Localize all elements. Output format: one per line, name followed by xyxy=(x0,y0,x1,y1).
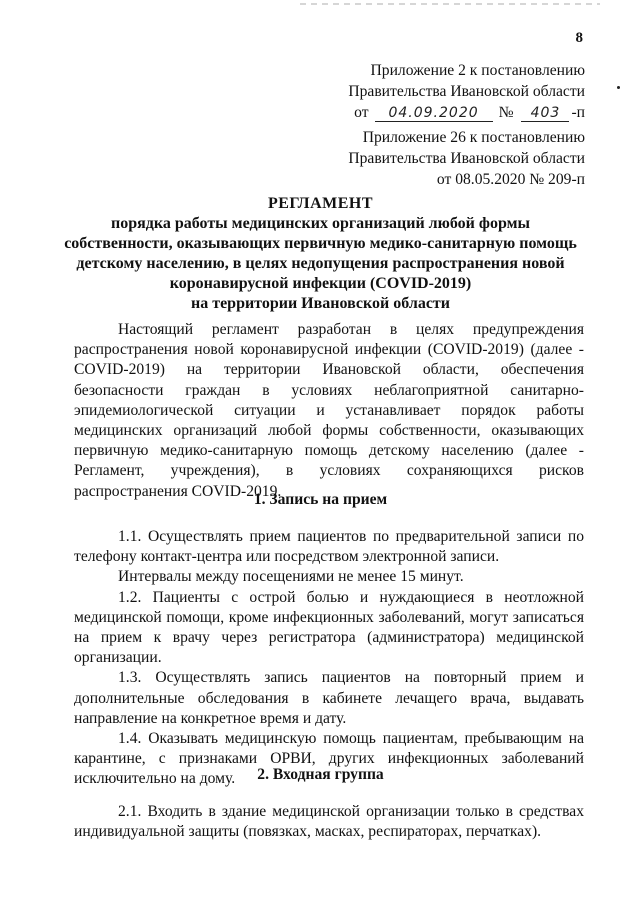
appendix-original-line2: Правительства Ивановской области xyxy=(348,150,585,167)
title-line: коронавирусной инфекции (COVID-2019) xyxy=(169,275,472,292)
intro-paragraph: Настоящий регламент разработан в целях предупреждения распространения новой коронавирусной инфекции (COVID-2019) (далее - COVID-2019) на территории Ивановской области, обеспечения безопасности граждан в условиях неблагоприятной санитарно-эпидемиологической ситуации и устанавливает порядок работы медицинских организаций любой формы собственности, оказывающих первичную медико-санитарную помощь детскому населению (далее - Регламент, учреждения), в условиях сохраняющихся рисков распространения COVID-2019. xyxy=(74,321,584,500)
handwritten-number: 403 xyxy=(521,105,569,122)
paragraph-1-3: 1.3. Осуществлять запись пациентов на повторный прием и дополнительные обследования в кабинете лечащего врача, выдавать направление на конкретное время и дату. xyxy=(74,669,584,727)
paragraph-1-1: 1.1. Осуществлять прием пациентов по предварительной записи по телефону контакт-центра или посредством электронной записи. xyxy=(74,528,584,566)
document-title xyxy=(58,194,583,314)
title-line: порядка работы медицинских организаций любой формы xyxy=(111,215,530,232)
appendix-current-line2: Правительства Ивановской области xyxy=(348,83,585,100)
number-sign: № xyxy=(498,104,514,121)
section-2-body xyxy=(74,802,584,842)
paragraph-2-1: 2.1. Входить в здание медицинской организации только в средствах индивидуальной защиты (повязках, масках, респираторах, перчатках). xyxy=(74,803,584,841)
section-1-heading: 1. Запись на прием xyxy=(253,491,388,508)
appendix-original xyxy=(348,127,585,190)
title-line: детскому населению, в целях недопущения распространения новой xyxy=(76,255,565,272)
scan-artifact xyxy=(300,3,600,5)
section-1-body xyxy=(74,527,584,790)
appendix-original-line3: от 08.05.2020 № 209-п xyxy=(436,171,585,188)
paragraph-1-1-interval: Интервалы между посещениями не менее 15 минут. xyxy=(118,568,464,586)
handwritten-date: 04.09.2020 xyxy=(375,105,493,122)
title-line: на территории Ивановской области xyxy=(190,295,450,312)
page-number: 8 xyxy=(575,30,583,46)
appendix-current xyxy=(348,60,585,123)
title-main: РЕГЛАМЕНТ xyxy=(267,195,374,212)
paragraph-1-4: 1.4. Оказывать медицинскую помощь пациентам, пребывающим на карантине, с признаками ОРВИ, других инфекционных заболеваний исключительно на дому. xyxy=(74,730,584,788)
section-2-heading: 2. Входная группа xyxy=(257,766,384,783)
appendix-current-line1: Приложение 2 к постановлению xyxy=(370,62,585,79)
number-suffix: -п xyxy=(571,104,585,121)
paragraph-1-2: 1.2. Пациенты с острой болью и нуждающиеся в неотложной медицинской помощи, кроме инфекционных заболеваний, могут записаться на прием к врачу через регистратора (администратора) медицинской организации. xyxy=(74,588,584,667)
title-line: собственности, оказывающих первичную медико-санитарную помощь xyxy=(64,235,577,252)
from-label: от xyxy=(354,104,369,121)
appendix-current-date-row xyxy=(348,102,585,123)
scan-dot xyxy=(617,86,620,89)
appendix-original-line1: Приложение 26 к постановлению xyxy=(362,129,585,146)
